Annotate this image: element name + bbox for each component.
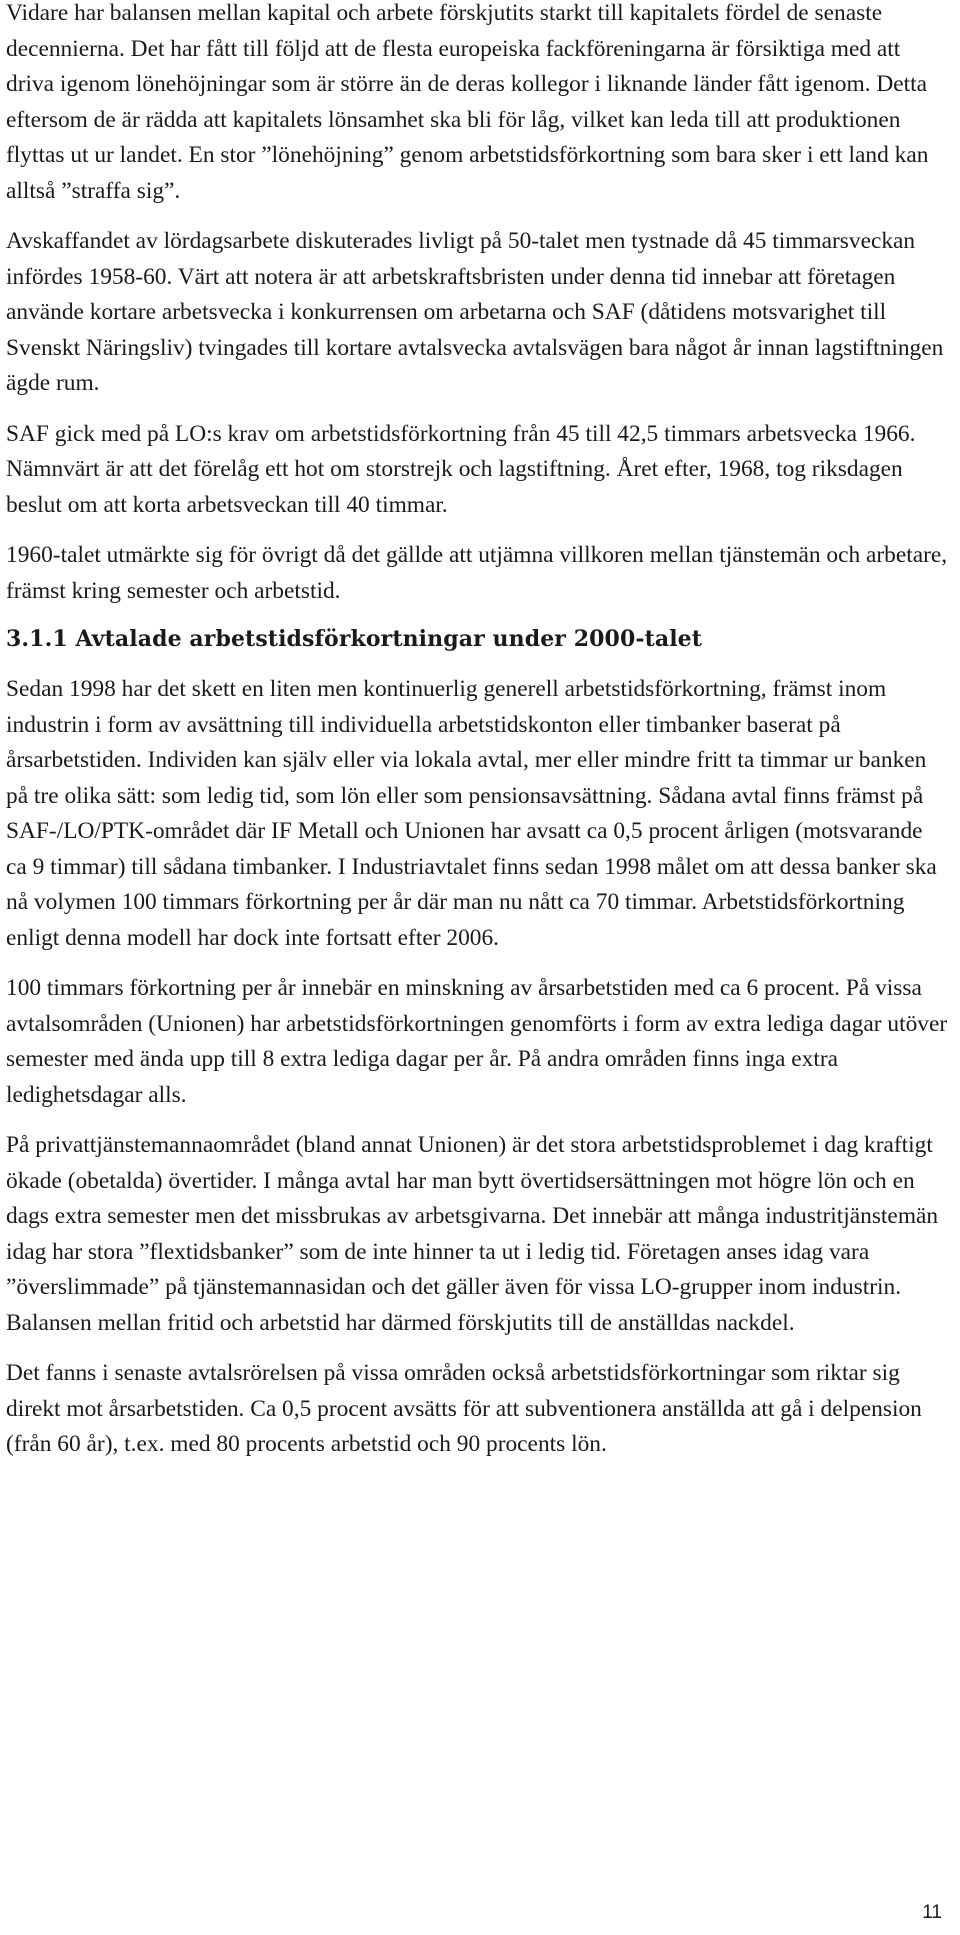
paragraph-saf-lo-1966: SAF gick med på LO:s krav om arbetstidsförkortning från 45 till 42,5 timmars arbetsvecka 1966. Nämnvärt är att det förelåg ett hot om storstrejk och lagstiftning. Året efter, 1968, tog riksdagen beslut om att korta arbetsveckan till 40 timmar. — [6, 420, 916, 518]
section-heading: 3.1.1 Avtalade arbetstidsförkortningar under 2000-talet — [6, 626, 703, 652]
paragraph-partial-pension: Det fanns i senaste avtalsrörelsen på vissa områden också arbetstidsförkortningar som riktar sig direkt mot årsarbetstiden. Ca 0,5 procent avsätts för att subventionera anställda att gå i delpension (från 60 år), t.ex. med 80 procents arbetstid och 90 procents lön. — [6, 1360, 922, 1457]
paragraph-private-salaried: På privattjänstemannaområdet (bland annat Unionen) är det stora arbetstidsproblemet i dag kraftigt ökade (obetalda) övertider. I många avtal har man bytt övertidsersättningen mot högre lön och en dags extra semester men det missbrukas av arbetsgivarna. Det innebär att många industritjänstemän idag har stora ”flextidsbanker” som de inte hinner ta ut i ledig tid. Företagen anses idag vara ”överslimmade” på tjänstemannasidan och det gäller även för vissa LO-grupper inom industrin. Balansen mellan fritid och arbetstid har därmed förskjutits till de anställdas nackdel. — [6, 1132, 939, 1336]
paragraph-saturday-work: Avskaffandet av lördagsarbete diskuterades livligt på 50-talet men tystnade då 45 timmarsveckan infördes 1958-60. Värt att notera är att arbetskraftsbristen under denna tid innebar att företagen använde kortare arbetsvecka i konkurrensen om arbetarna och SAF (dåtidens motsvarighet till Svenskt Näringsliv) tvingades till kortare avtalsvecka avtalsvägen bara något år innan lagstiftningen ägde rum. — [6, 228, 944, 396]
paragraph-100-hours: 100 timmars förkortning per år innebär en minskning av årsarbetstiden med ca 6 procent. På vissa avtalsområden (Unionen) har arbetstidsförkortningen genomförts i form av extra lediga dagar utöver semester med ända upp till 8 extra lediga dagar per år. På andra områden finns inga extra ledighetsdagar alls. — [6, 975, 948, 1108]
paragraph-capital-balance: Vidare har balansen mellan kapital och arbete förskjutits starkt till kapitalets fördel de senaste decennierna. Det har fått till följd att de flesta europeiska fackföreningarna är försiktiga med att driva igenom lönehöjningar som är större än de deras kollegor i liknande länder fått igenom. Detta eftersom de är rädda att kapitalets lönsamhet ska bli för låg, vilket kan leda till att produktionen flyttas ut ur landet. En stor ”lönehöjning” genom arbetstidsförkortning som bara sker i ett land kan alltså ”straffa sig”. — [6, 0, 929, 204]
paragraph-since-1998: Sedan 1998 har det skett en liten men kontinuerlig generell arbetstidsförkortning, främst inom industrin i form av avsättning till individuella arbetstidskonton eller timbanker baserat på årsarbetstiden. Individen kan själv eller via lokala avtal, mer eller mindre fritt ta timmar ur banken på tre olika sätt: som ledig tid, som lön eller som pensionsavsättning. Sådana avtal finns främst på SAF-/LO/PTK-området där IF Metall och Unionen har avsatt ca 0,5 procent årligen (motsvarande ca 9 timmar) till sådana timbanker. I Industriavtalet finns sedan 1998 målet om att dessa banker ska nå volymen 100 timmars förkortning per år där man nu nått ca 70 timmar. Arbetstidsförkortning enligt denna modell har dock inte fortsatt efter 2006. — [6, 676, 937, 951]
page-number: 11 — [922, 1902, 942, 1923]
paragraph-1960s: 1960-talet utmärkte sig för övrigt då det gällde att utjämna villkoren mellan tjänstemän och arbetare, främst kring semester och arbetstid. — [6, 542, 948, 604]
